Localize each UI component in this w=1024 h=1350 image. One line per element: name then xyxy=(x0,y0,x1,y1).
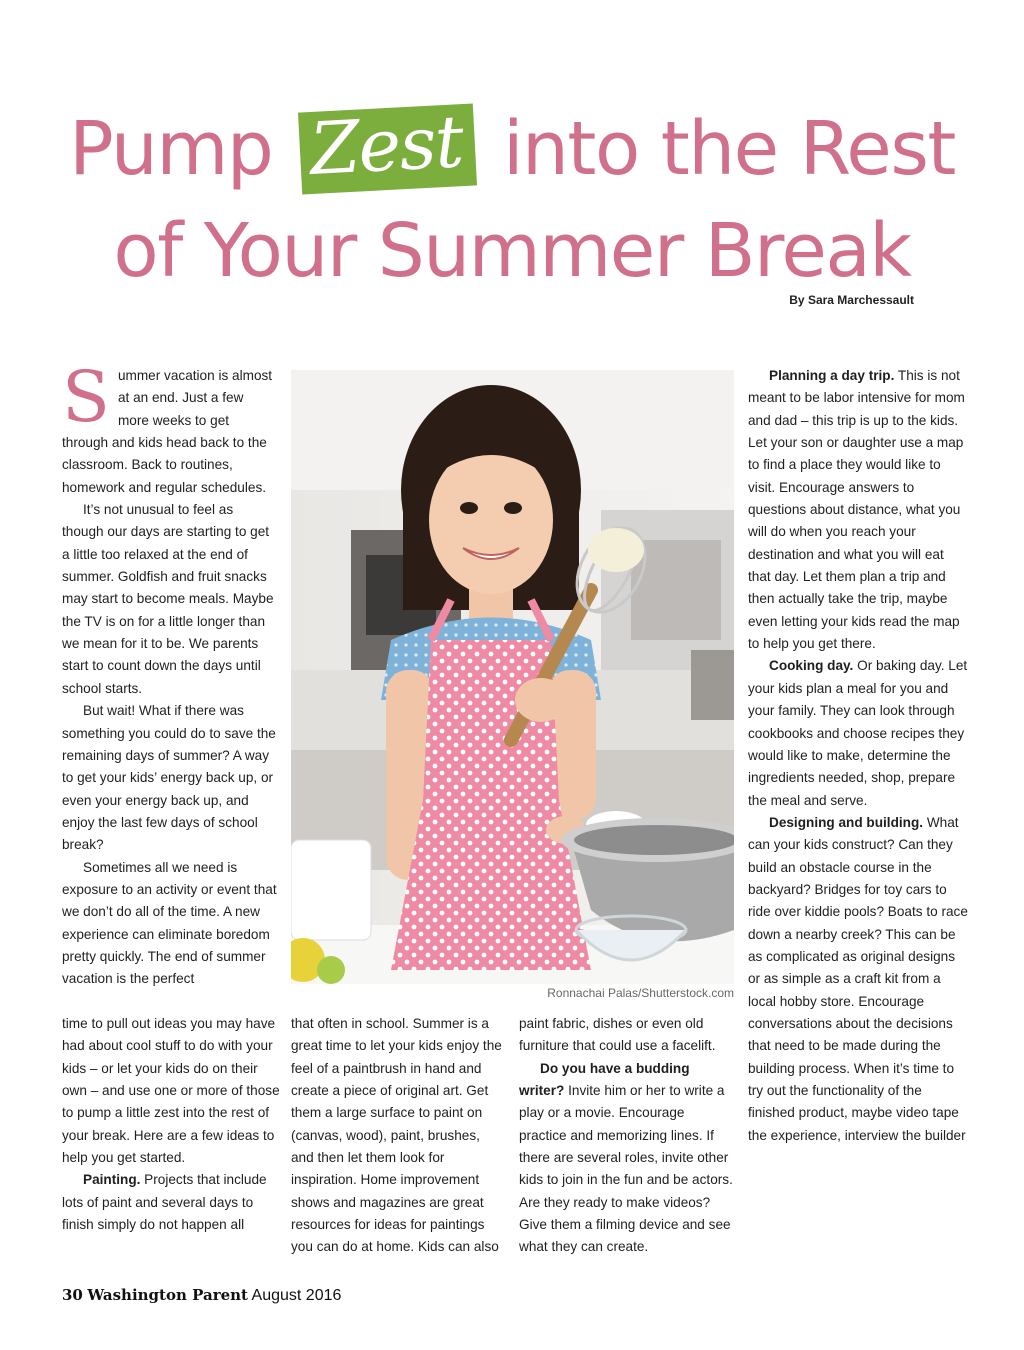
headline-line-2: of Your Summer Break xyxy=(113,208,911,294)
cooking-text: Or baking day. Let your kids plan a meal for you and your family. They can look through cookbooks and choose recipes they would like to make, determine the ingredients needed, shop, prepare the meal and serve. xyxy=(748,658,968,808)
painting-heading: Painting. xyxy=(83,1172,141,1188)
article-column-3-lower xyxy=(519,1013,734,1259)
painting-paragraph xyxy=(62,1169,282,1236)
headline-zest-highlight: Zest xyxy=(298,103,477,194)
building-paragraph xyxy=(748,812,968,1147)
writer-heading: Do you have a budding writer? xyxy=(519,1060,690,1099)
article-column-4 xyxy=(748,365,968,1147)
headline-line1-rest: into the Rest xyxy=(502,106,955,192)
article-photo xyxy=(291,370,734,984)
intro-paragraph xyxy=(62,356,277,499)
byline: By Sara Marchessault xyxy=(789,293,914,307)
article-column-1-lower xyxy=(62,1013,282,1236)
daytrip-heading: Planning a day trip. xyxy=(769,368,895,383)
photo-illustration xyxy=(291,370,734,984)
headline-line-1 xyxy=(0,99,1024,194)
headline-word-pump: Pump xyxy=(69,106,273,192)
intro-paragraph-text: ummer vacation is almost at an end. Just a few more weeks to get through and kids head back to the classroom. Back to routines, homework and regular schedules. xyxy=(62,368,273,495)
writer-text: Invite him or her to write a play or a movie. Encourage practice and memorizing lines. If there are several roles, invite other kids to join in the fun and be actors. Are they ready to make videos? Give them a filming device and see what they can create. xyxy=(519,1083,733,1255)
building-text: What can your kids construct? Can they build an obstacle course in the backyard? Bridges for toy cars to ride over kiddie pools? Boats to race down a nearby creek? This can be as complicated as original designs or as simple as a craft kit from a local hobby store. Encourage conversations about the decisions that need to be made during the building process. When it’s time to try out the functionality of the finished product, maybe video tape the experience, interview the builder xyxy=(748,814,968,1143)
paragraph: It’s not unusual to feel as though our days are starting to get a little too relaxed at the end of summer. Goldfish and fruit snacks may start to become meals. Maybe the TV is on for a little longer than we mean for it to be. We parents start to count down the days until school starts. xyxy=(62,502,274,696)
page-number: 30 xyxy=(62,1286,83,1304)
writer-paragraph xyxy=(519,1058,734,1259)
photo-credit: Ronnachai Palas/Shutterstock.com xyxy=(547,986,734,1000)
article-column-2-lower xyxy=(291,1013,506,1259)
drop-cap: S xyxy=(62,356,110,438)
cooking-paragraph xyxy=(748,655,968,811)
article-column-1 xyxy=(62,356,277,991)
issue-date: August 2016 xyxy=(251,1287,342,1304)
building-heading: Designing and building. xyxy=(769,814,924,830)
daytrip-paragraph xyxy=(748,365,968,655)
painting-text: Projects that include lots of paint and several days to finish simply do not happen all xyxy=(62,1172,267,1233)
painting-paragraph-end: paint fabric, dishes or even old furniture that could use a facelift. xyxy=(519,1016,716,1054)
page-footer xyxy=(62,1286,341,1305)
publication-name: Washington Parent xyxy=(87,1286,248,1304)
paragraph: Sometimes all we need is exposure to an activity or event that we don’t do all of the time. A new experience can eliminate boredom pretty quickly. The end of summer vacation is the perfect xyxy=(62,859,277,987)
paragraph: But wait! What if there was something you could do to save the remaining days of summer? A way to get your kids’ energy back up, or even your energy back up, and enjoy the last few days of school break? xyxy=(62,703,276,853)
paragraph-continued: time to pull out ideas you may have had about cool stuff to do with your kids – or let your kids do on their own – and use one or more of those to pump a little zest into the rest of your break. Here are a few ideas to help you get started. xyxy=(62,1016,280,1166)
daytrip-text: This is not meant to be labor intensive for mom and dad – this trip is up to the kids. Let your son or daughter use a map to find a place they would like to visit. Encourage answers to questions about distance, what you will do when you reach your destination and what you will eat that day. Let them plan a trip and then actually take the trip, maybe even letting your kids read the map to help you get there. xyxy=(748,368,965,652)
painting-paragraph-continued: that often in school. Summer is a great time to let your kids enjoy the feel of a paintbrush in hand and create a piece of original art. Get them a large surface to paint on (canvas, wood), paint, brushes, and then let them look for inspiration. Home improvement shows and magazines are great resources for ideas for paintings you can do at home. Kids can also xyxy=(291,1016,502,1255)
cooking-heading: Cooking day. xyxy=(769,658,854,674)
